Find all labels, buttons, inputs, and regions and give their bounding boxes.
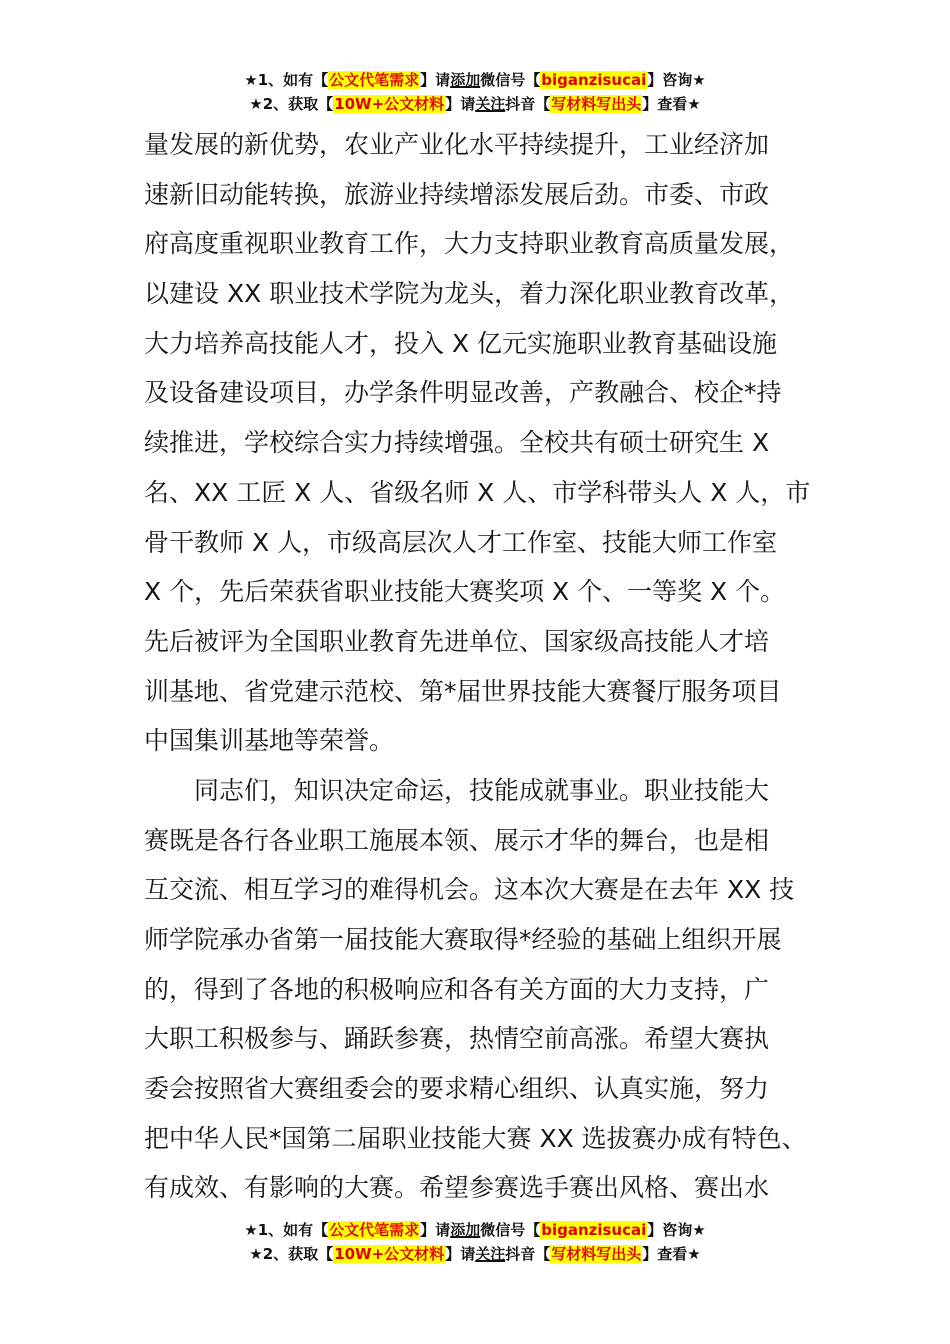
banner-text: 】查看★ bbox=[642, 1245, 701, 1263]
text-line: 师学院承办省第一届技能大赛取得*经验的基础上组织开展 bbox=[144, 925, 782, 954]
text-line: 互交流、相互学习的难得机会。这本次大赛是在去年 XX 技 bbox=[144, 875, 795, 905]
underlined-add: 添加 bbox=[450, 1221, 481, 1239]
text-line: 大力培养高技能人才，投入 X 亿元实施职业教育基础设施 bbox=[144, 328, 778, 358]
banner-text: 】请 bbox=[420, 71, 451, 89]
banner-text: 抖音【 bbox=[505, 95, 551, 113]
text-line: 先后被评为全国职业教育先进单位、国家级高技能人才培 bbox=[144, 626, 770, 656]
banner-text: ★2、获取【 bbox=[249, 1245, 334, 1263]
banner-text: 】咨询★ bbox=[647, 71, 706, 89]
text-line: 中国集训基地等荣誉。 bbox=[144, 726, 395, 756]
banner-text: 】咨询★ bbox=[647, 1221, 706, 1239]
banner-text: 】请 bbox=[420, 1221, 451, 1239]
highlight-douyin-account: 写材料写出头 bbox=[551, 1245, 642, 1263]
banner-line-1 bbox=[0, 68, 950, 92]
banner-line-2 bbox=[0, 1242, 950, 1266]
banner-text: 微信号【 bbox=[480, 1221, 541, 1239]
text-line: 大职工积极参与、踊跃参赛，热情空前高涨。希望大赛执 bbox=[144, 1024, 770, 1054]
banner-line-2 bbox=[0, 92, 950, 116]
highlight-service: 公文代笔需求 bbox=[329, 71, 420, 89]
banner-text: 】查看★ bbox=[642, 95, 701, 113]
banner-text: ★1、如有【 bbox=[244, 1221, 329, 1239]
text-line: 训基地、省党建示范校、第*届世界技能大赛餐厅服务项目 bbox=[144, 676, 782, 706]
text-line: 以建设 XX 职业技术学院为龙头，着力深化职业教育改革， bbox=[144, 279, 795, 309]
header-banner bbox=[0, 68, 950, 116]
paragraph-1 bbox=[144, 120, 811, 766]
text-line: 骨干教师 X 人，市级高层次人才工作室、技能大师工作室 bbox=[144, 527, 778, 557]
text-line: 把中华人民*国第二届职业技能大赛 XX 选拔赛办成有特色、 bbox=[144, 1123, 807, 1153]
text-line: X 个，先后荣获省职业技能大赛奖项 X 个、一等奖 X 个。 bbox=[144, 577, 786, 607]
text-line: 府高度重视职业教育工作，大力支持职业教育高质量发展， bbox=[144, 229, 795, 259]
banner-text: ★2、获取【 bbox=[249, 95, 334, 113]
text-line: 及设备建设项目，办学条件明显改善，产教融合、校企*持 bbox=[144, 378, 782, 408]
banner-text: 】请 bbox=[445, 1245, 476, 1263]
text-line: 的，得到了各地的积极响应和各有关方面的大力支持，广 bbox=[144, 974, 770, 1004]
text-line: 量发展的新优势，农业产业化水平持续提升，工业经济加 bbox=[144, 130, 770, 159]
document-body bbox=[144, 120, 811, 1213]
text-line: 名、XX 工匠 X 人、省级名师 X 人、市学科带头人 X 人，市 bbox=[144, 477, 811, 507]
text-line: 委会按照省大赛组委会的要求精心组织、认真实施，努力 bbox=[144, 1074, 770, 1104]
text-line: 续推进，学校综合实力持续增强。全校共有硕士研究生 X bbox=[144, 428, 770, 458]
banner-line-1 bbox=[0, 1218, 950, 1242]
text-line: 赛既是各行各业职工施展本领、展示才华的舞台，也是相 bbox=[144, 825, 770, 855]
highlight-wechat-id: biganzisucai bbox=[541, 71, 647, 89]
banner-text: 微信号【 bbox=[480, 71, 541, 89]
highlight-materials: 10W+公文材料 bbox=[334, 95, 445, 113]
banner-text: 抖音【 bbox=[505, 1245, 551, 1263]
footer-banner bbox=[0, 1218, 950, 1266]
highlight-douyin-account: 写材料写出头 bbox=[551, 95, 642, 113]
underlined-add: 添加 bbox=[450, 71, 481, 89]
text-line: 同志们，知识决定命运，技能成就事业。职业技能大 bbox=[194, 775, 770, 805]
highlight-materials: 10W+公文材料 bbox=[334, 1245, 445, 1263]
highlight-wechat-id: biganzisucai bbox=[541, 1221, 647, 1239]
highlight-service: 公文代笔需求 bbox=[329, 1221, 420, 1239]
underlined-follow: 关注 bbox=[475, 1245, 506, 1263]
banner-text: 】请 bbox=[445, 95, 476, 113]
banner-text: ★1、如有【 bbox=[244, 71, 329, 89]
underlined-follow: 关注 bbox=[475, 95, 506, 113]
text-line: 有成效、有影响的大赛。希望参赛选手赛出风格、赛出水 bbox=[144, 1173, 770, 1203]
text-line: 速新旧动能转换，旅游业持续增添发展后劲。市委、市政 bbox=[144, 179, 770, 209]
paragraph-2 bbox=[144, 766, 808, 1213]
